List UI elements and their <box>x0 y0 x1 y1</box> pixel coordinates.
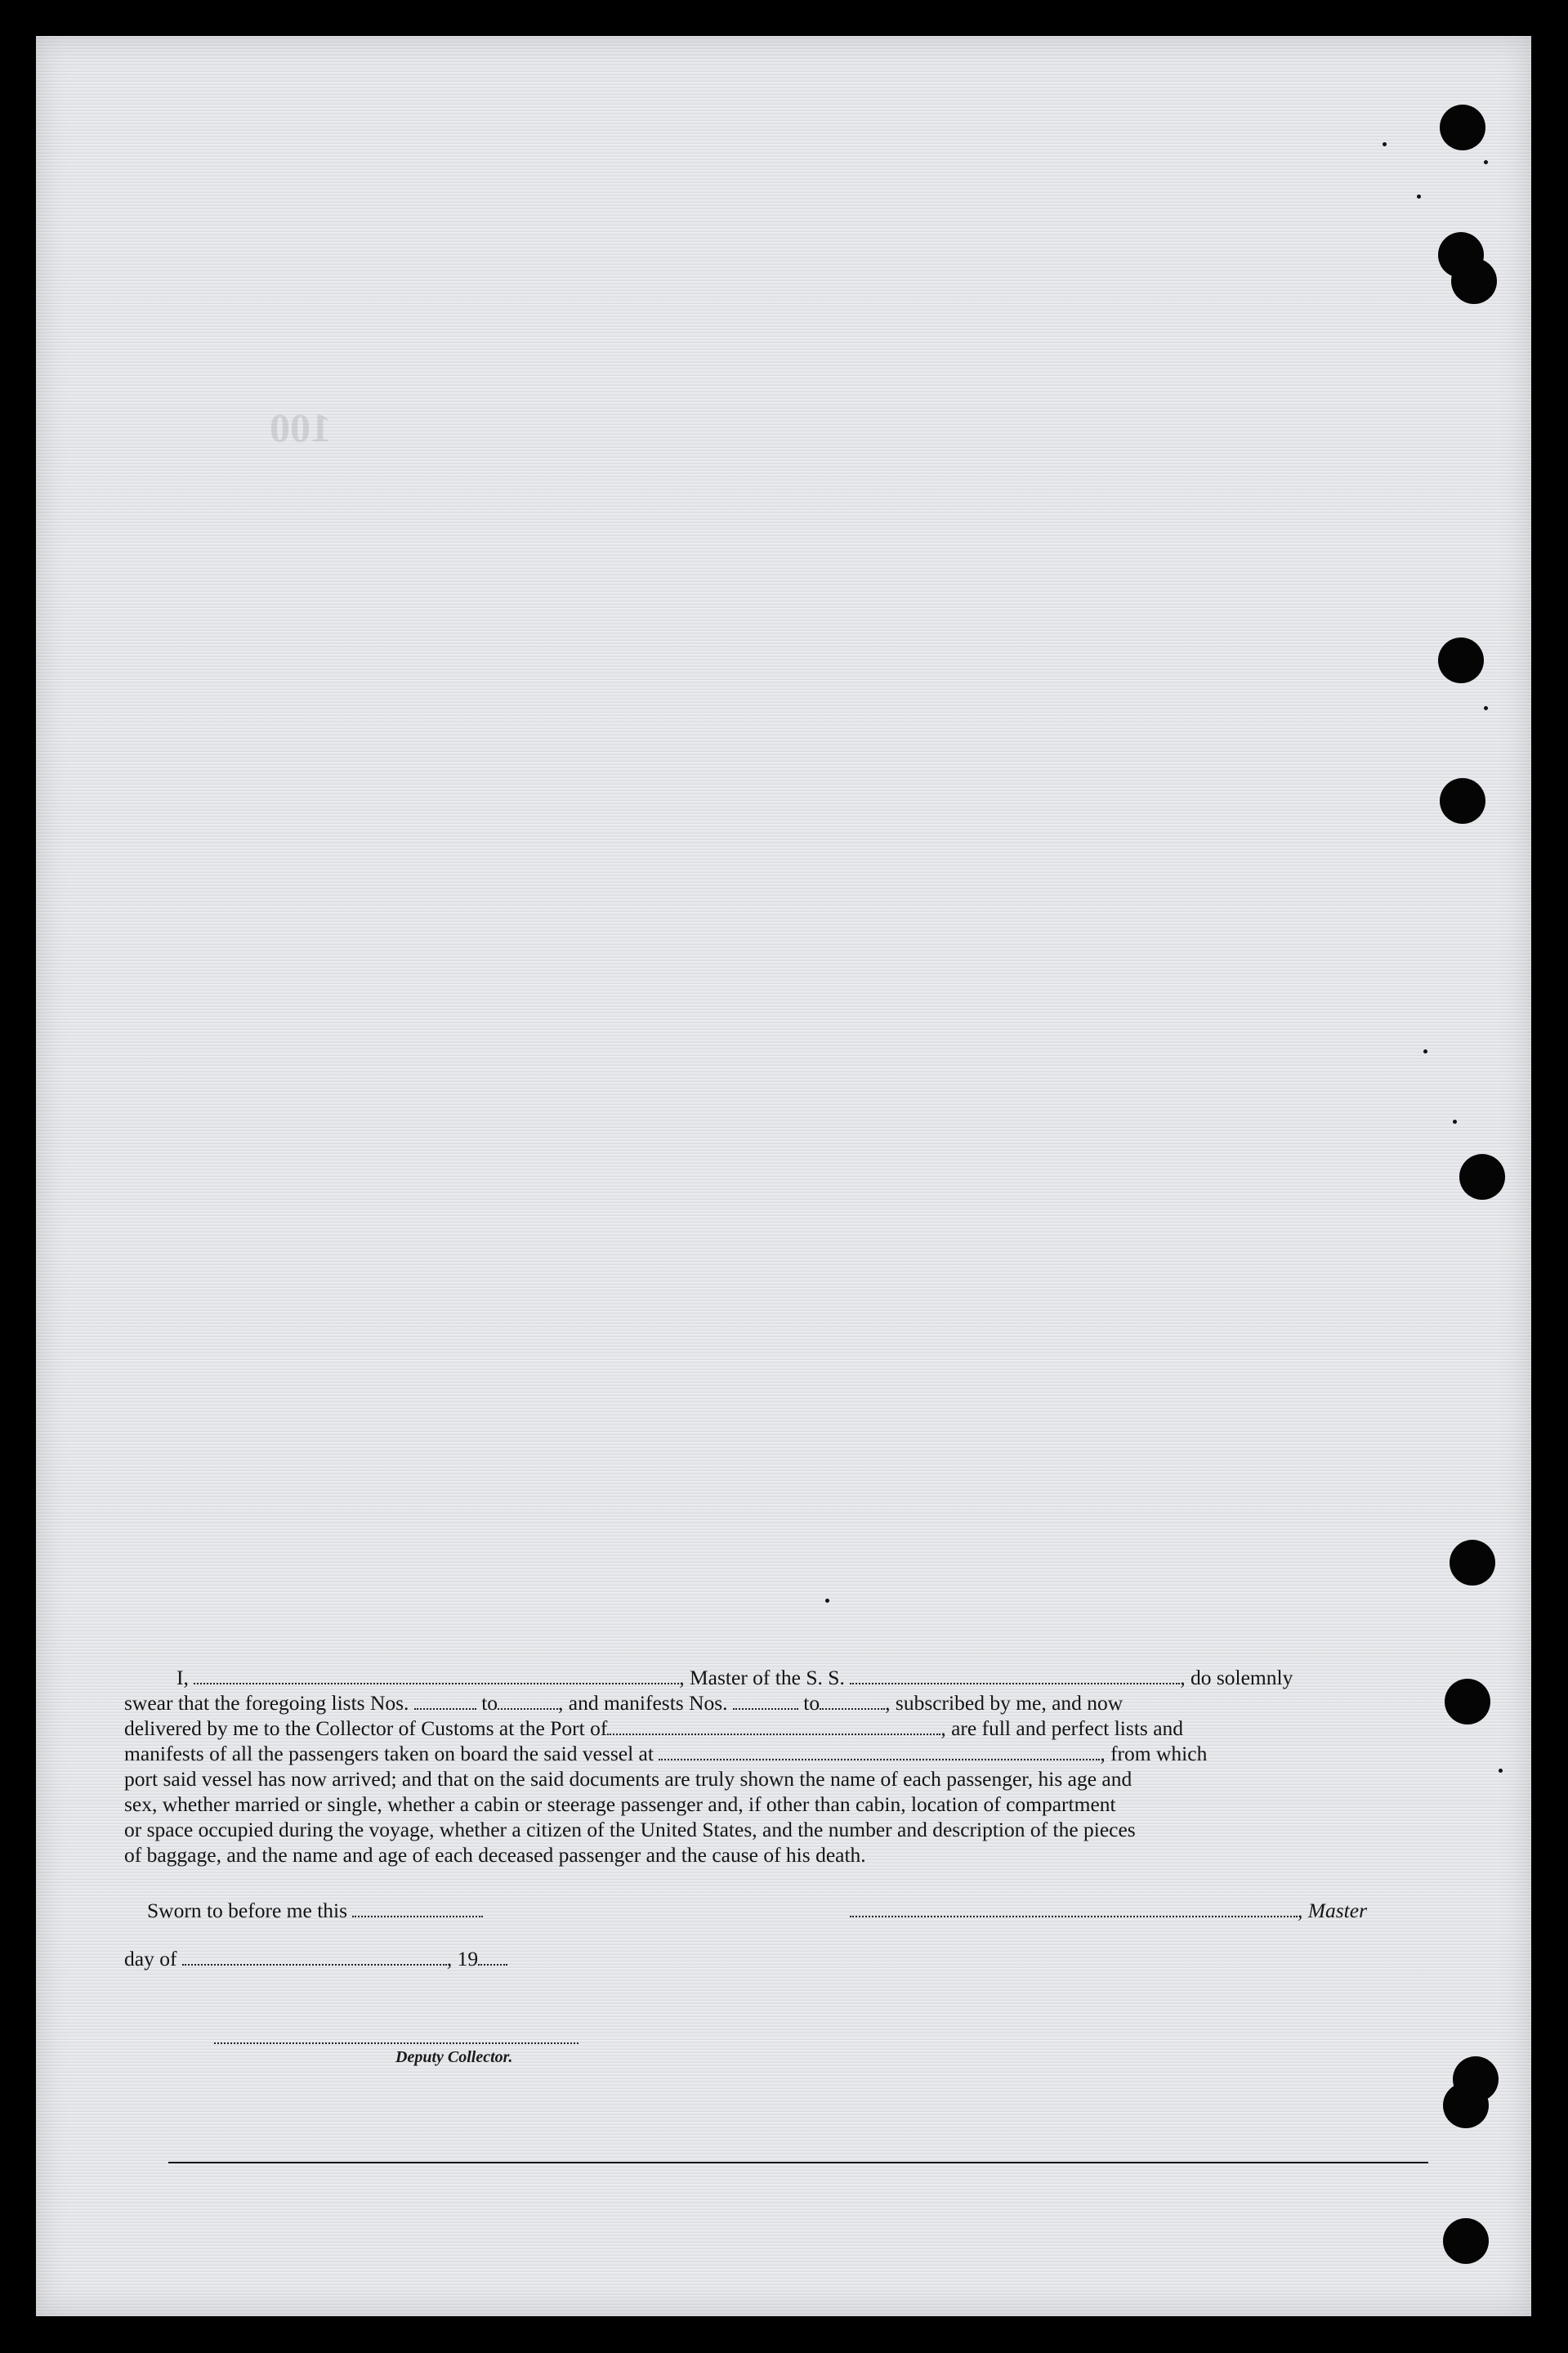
bleed-through-number: 100 <box>270 405 331 450</box>
oath-line-8: of baggage, and the name and age of each deceased passenger and the cause of his death. <box>124 1843 866 1867</box>
master-signature-row <box>850 1899 1367 1923</box>
master-label: , Master <box>1298 1899 1367 1922</box>
oath-line-6: sex, whether married or single, whether a cabin or steerage passenger and, if other than cabin, location of compartment <box>124 1792 1116 1816</box>
punch-hole <box>1445 1679 1490 1724</box>
port-field[interactable] <box>607 1717 940 1735</box>
oath-line-4: manifests of all the passengers taken on board the said vessel at , from which <box>124 1742 1208 1765</box>
boarding-port-field[interactable] <box>659 1742 1100 1760</box>
bottom-rule <box>168 2162 1428 2163</box>
punch-hole <box>1440 105 1485 150</box>
ink-speck <box>1453 1120 1457 1124</box>
master-signature-field[interactable] <box>850 1899 1298 1917</box>
punch-hole <box>1440 778 1485 824</box>
master-oath-paragraph <box>124 1665 1391 1868</box>
sworn-label: Sworn to before me this <box>147 1899 348 1922</box>
punch-hole <box>1450 1540 1495 1586</box>
ink-speck <box>1499 1769 1503 1773</box>
ink-speck <box>1423 1049 1427 1053</box>
punch-hole <box>1451 258 1497 304</box>
deputy-collector-label: Deputy Collector. <box>395 2048 513 2066</box>
manifests-to-field[interactable] <box>820 1692 885 1710</box>
ink-speck <box>1484 706 1488 710</box>
ink-speck <box>825 1599 829 1603</box>
manifests-from-field[interactable] <box>733 1692 798 1710</box>
ink-speck <box>1484 160 1488 164</box>
day-of-label: day of <box>124 1947 177 1971</box>
ink-speck <box>1417 195 1421 199</box>
sworn-row <box>147 1899 483 1923</box>
ship-name-field[interactable] <box>850 1666 1180 1684</box>
form-page <box>36 36 1531 2316</box>
punch-hole <box>1443 2082 1489 2128</box>
master-name-field[interactable] <box>194 1666 679 1684</box>
punch-hole <box>1443 2218 1489 2264</box>
punch-hole <box>1438 637 1484 683</box>
oath-line-5: port said vessel has now arrived; and that on the said documents are truly shown the name of each passenger, his age and <box>124 1767 1132 1791</box>
punch-hole <box>1459 1154 1505 1200</box>
ink-speck <box>1383 142 1387 146</box>
deputy-signature-field[interactable] <box>214 2042 579 2044</box>
month-field[interactable] <box>182 1948 447 1966</box>
day-of-row <box>124 1947 507 1971</box>
year-prefix: , 19 <box>446 1947 479 1971</box>
oath-line-2: swear that the foregoing lists Nos. to , and manifests Nos. to , subscribed by me, and now <box>124 1691 1124 1715</box>
sworn-date-field[interactable] <box>352 1899 483 1917</box>
lists-to-field[interactable] <box>498 1692 558 1710</box>
oath-line-3: delivered by me to the Collector of Customs at the Port of , are full and perfect lists and <box>124 1716 1184 1740</box>
lists-from-field[interactable] <box>414 1692 476 1710</box>
oath-line-1: I, , Master of the S. S. , do solemnly <box>176 1666 1293 1689</box>
oath-line-7: or space occupied during the voyage, whether a citizen of the United States, and the number and description of the pieces <box>124 1818 1136 1841</box>
year-field[interactable] <box>478 1948 507 1966</box>
